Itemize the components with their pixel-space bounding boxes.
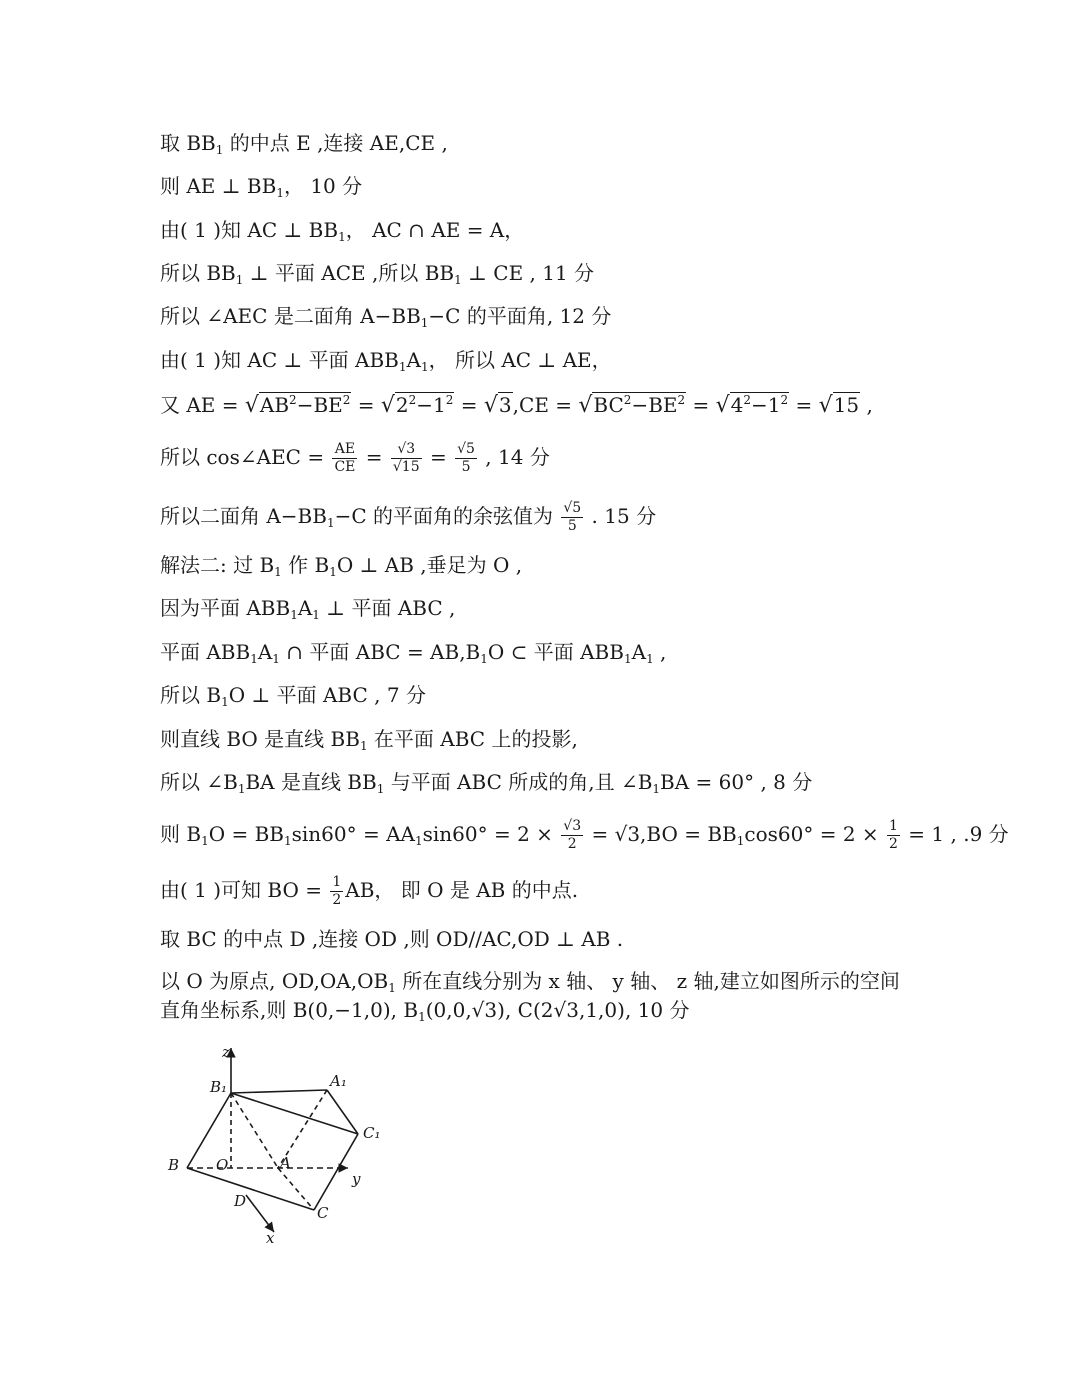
text-line-6: 由( 1 )知 AC ⊥ 平面 $ABB_1A_1$， 所以 AC ⊥ AE， bbox=[160, 348, 612, 374]
text-line-17: 由( 1 )可知 BO = $\frac{1}{2}$ AB， 即 O 是 AB 的中点. bbox=[160, 874, 579, 908]
text-line-14: 则直线 BO 是直线 $BB_1$ 在平面 ABC 上的投影, bbox=[160, 727, 578, 753]
label-x: x bbox=[266, 1229, 275, 1247]
label-B1: B₁ bbox=[210, 1078, 228, 1096]
edge-B1-A1 bbox=[231, 1090, 327, 1093]
text-line-3: 由( 1 )知 AC ⊥ $BB_1$， AC ∩ AE = A， bbox=[160, 218, 525, 244]
text-line-16: 则 $B_1O = BB_1\sin 60^\circ = AA_1\sin 60^\circ = 2$ × $\frac{√3}{2}$ = $√3,BO = BB_1\cos 60^\circ = 2$ × $\frac{1}{2}$ = 1 , .9 分 bbox=[160, 818, 1009, 852]
geometry-figure bbox=[160, 1040, 400, 1250]
label-O: O bbox=[216, 1156, 229, 1174]
edge-B1-A bbox=[231, 1093, 278, 1168]
text-line-12: 平面 $ABB_1A_1$ ∩ 平面 ABC = $AB,B_1O$ ⊂ 平面 $ABB_1A_1$ , bbox=[160, 640, 667, 666]
edge-B1-C1 bbox=[231, 1093, 358, 1134]
text-line-15: 所以 $\angle B_1BA$ 是直线 $BB_1$ 与平面 ABC 所成的角,且 $\angle B_1BA = 60^\circ$ , 8 分 bbox=[160, 770, 813, 796]
text-line-1: 取 $BB_1$ 的中点 E ,连接 AE,CE , bbox=[160, 131, 448, 157]
label-C: C bbox=[317, 1204, 329, 1222]
text-line-13: 所以 $B_1O$ ⊥ 平面 ABC , 7 分 bbox=[160, 683, 426, 709]
text-line-11: 因为平面 $ABB_1A_1$ ⊥ 平面 ABC , bbox=[160, 596, 456, 622]
text-line-7: 又 AE = $√AB^2-BE^2 = √2^2-1^2 = √3,CE = √BC^2-BE^2 = √4^2-1^2 = √15$ , bbox=[160, 393, 873, 418]
label-z: z bbox=[222, 1043, 230, 1061]
label-D: D bbox=[234, 1192, 247, 1210]
text-line-8: 所以 cos∠AEC = $\frac{AE}{CE}$ = $\frac{√3}{√15}$ = $\frac{√5}{5}$ , 14 分 bbox=[160, 441, 550, 475]
text-line-9: 所以二面角 $A-BB_1-C$ 的平面角的余弦值为 $\frac{√5}{5}$ . 15 分 bbox=[160, 500, 657, 534]
label-C1: C₁ bbox=[363, 1124, 381, 1142]
text-line-5: 所以 ∠AEC 是二面角 $A-BB_1-C$ 的平面角, 12 分 bbox=[160, 304, 612, 330]
text-line-10: 解法二: 过 $B_1$ 作 $B_1O$ ⊥ AB ,垂足为 O , bbox=[160, 553, 523, 579]
text-line-18: 取 BC 的中点 D ,连接 OD ,则 OD//AC,OD ⊥ AB . bbox=[160, 927, 624, 951]
edge-B-C bbox=[187, 1168, 314, 1210]
label-B: B bbox=[168, 1156, 180, 1174]
label-y: y bbox=[352, 1170, 361, 1188]
label-A: A bbox=[280, 1154, 291, 1172]
x-axis bbox=[246, 1195, 274, 1232]
label-A1: A₁ bbox=[330, 1072, 347, 1090]
text-line-2: 则 AE ⊥ $BB_1$， 10 分 bbox=[160, 174, 363, 200]
text-line-4: 所以 $BB_1$ ⊥ 平面 ACE ,所以 $BB_1$ ⊥ CE , 11 分 bbox=[160, 261, 595, 287]
text-line-19: 以 O 为原点, $OD,OA,OB_1$ 所在直线分别为 x 轴、 y 轴、 z 轴,建立如图所示的空间 bbox=[160, 969, 900, 995]
text-line-20: 直角坐标系,则 B(0,−1,0), $B_1(0,0,√3)$, C(2√3,1,0), 10 分 bbox=[160, 998, 690, 1024]
edge-A1-C1 bbox=[327, 1090, 358, 1134]
